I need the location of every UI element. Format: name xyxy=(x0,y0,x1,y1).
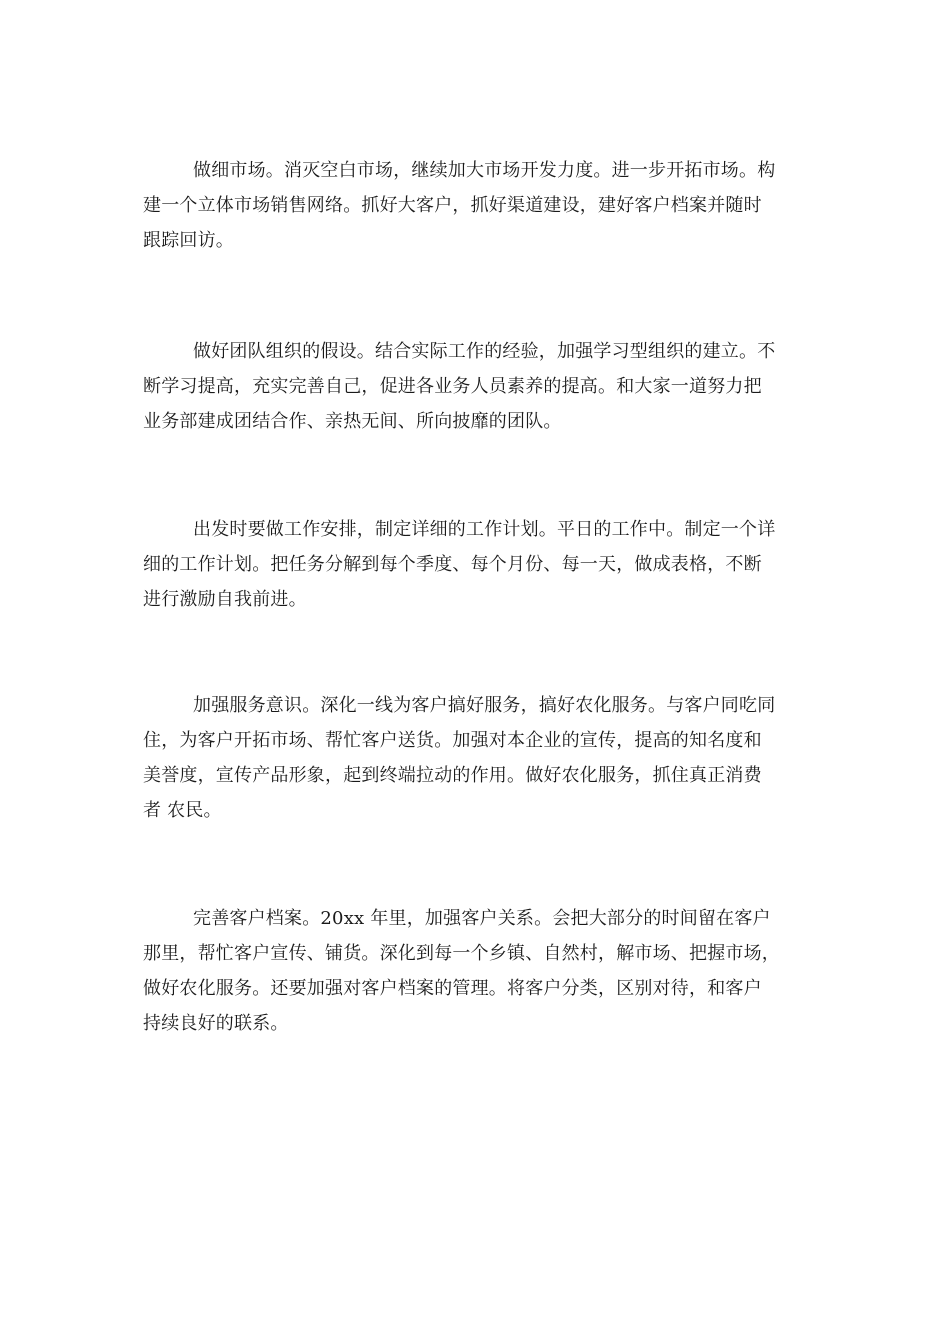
paragraph-line: 进行激励自我前进。 xyxy=(143,589,307,610)
paragraph-line: 持续良好的联系。 xyxy=(143,1013,289,1034)
paragraph-customer-archives xyxy=(143,901,811,1041)
paragraph-line: 做好农化服务。还要加强对客户档案的管理。将客户分类，区别对待，和客户 xyxy=(143,978,762,999)
paragraph-work-plan xyxy=(143,512,811,617)
paragraph-line: 住，为客户开拓市场、帮忙客户送货。加强对本企业的宣传，提高的知名度和 xyxy=(143,730,762,751)
paragraph-team-building xyxy=(143,334,811,439)
paragraph-line: 出发时要做工作安排，制定详细的工作计划。平日的工作中。制定一个详 xyxy=(193,519,776,540)
paragraph-line: 细的工作计划。把任务分解到每个季度、每个月份、每一天，做成表格，不断 xyxy=(143,554,762,575)
paragraph-line: 建一个立体市场销售网络。抓好大客户，抓好渠道建设，建好客户档案并随时 xyxy=(143,195,762,216)
paragraph-market-refinement xyxy=(143,153,811,258)
paragraph-line: 业务部建成团结合作、亲热无间、所向披靡的团队。 xyxy=(143,411,562,432)
paragraph-service-awareness xyxy=(143,688,811,828)
paragraph-line: 加强服务意识。深化一线为客户搞好服务，搞好农化服务。与客户同吃同 xyxy=(193,695,776,716)
paragraph-line: 跟踪回访。 xyxy=(143,230,234,251)
paragraph-line: 做细市场。消灭空白市场，继续加大市场开发力度。进一步开拓市场。构 xyxy=(193,160,776,181)
paragraph-line: 做好团队组织的假设。结合实际工作的经验，加强学习型组织的建立。不 xyxy=(193,341,776,362)
paragraph-line: 那里，帮忙客户宣传、铺货。深化到每一个乡镇、自然村，解市场、把握市场， xyxy=(143,943,780,964)
paragraph-line: 完善客户档案。20xx 年里，加强客户关系。会把大部分的时间留在客户 xyxy=(193,908,771,929)
paragraph-line: 断学习提高，充实完善自己，促进各业务人员素养的提高。和大家一道努力把 xyxy=(143,376,762,397)
paragraph-line: 美誉度，宣传产品形象，起到终端拉动的作用。做好农化服务，抓住真正消费 xyxy=(143,765,762,786)
paragraph-line: 者 农民。 xyxy=(143,800,222,821)
